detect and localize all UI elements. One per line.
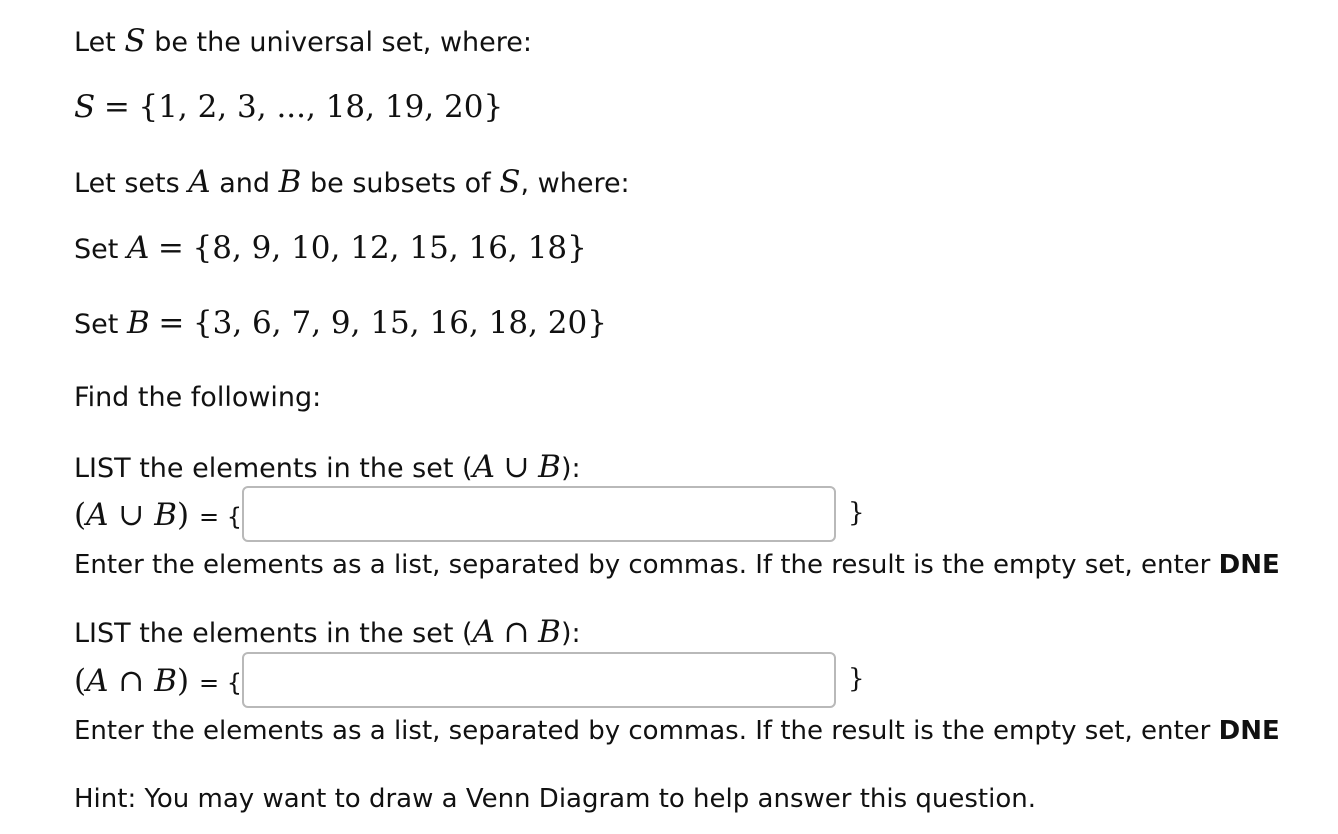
equals-open-brace: = { xyxy=(198,503,242,531)
close-brace: } xyxy=(848,498,865,528)
set-b-definition xyxy=(74,306,607,342)
set-a-definition xyxy=(74,231,587,267)
dne-keyword: DNE xyxy=(1218,550,1280,580)
paren: ( xyxy=(74,497,87,533)
var-s: S xyxy=(499,164,521,200)
var-b: B xyxy=(538,449,561,485)
var-a: A xyxy=(126,230,150,266)
q1-lhs xyxy=(74,496,242,536)
universal-set-elements: {1, 2, 3, ..., 18, 19, 20} xyxy=(138,89,504,125)
intro-text: , where: xyxy=(520,168,630,199)
intersection-answer-input[interactable] xyxy=(242,652,836,708)
help-text: Enter the elements as a list, separated by commas. If the result is the empty set, enter xyxy=(74,716,1219,746)
intersection-symbol: ∩ xyxy=(503,614,530,650)
intro-text: be subsets of xyxy=(310,168,491,199)
find-label: Find the following: xyxy=(74,382,322,413)
set-b-elements: {3, 6, 7, 9, 15, 16, 18, 20} xyxy=(192,305,607,341)
intro-text: and xyxy=(219,168,271,199)
close-brace: } xyxy=(848,664,865,694)
paren: ): xyxy=(560,618,581,649)
var-b: B xyxy=(278,164,302,200)
paren: ): xyxy=(560,453,581,484)
var-s: S xyxy=(124,23,146,59)
var-b: B xyxy=(126,305,150,341)
paren: ) xyxy=(176,497,190,533)
intersection-symbol: ∩ xyxy=(118,663,145,699)
paren: ( xyxy=(462,618,473,649)
q2-help-text xyxy=(74,714,1280,748)
equals-sign: = xyxy=(103,89,130,125)
var-a: A xyxy=(472,614,495,650)
equals-sign: = xyxy=(157,230,184,266)
union-answer-input[interactable] xyxy=(242,486,836,542)
q1-prompt xyxy=(74,450,581,486)
var-b: B xyxy=(154,663,177,699)
var-a: A xyxy=(188,164,211,200)
equals-open-brace: = { xyxy=(198,669,242,697)
paren: ( xyxy=(462,453,473,484)
set-label: Set xyxy=(74,309,119,340)
paren: ) xyxy=(176,663,190,699)
equals-sign: = xyxy=(158,305,185,341)
var-s: S xyxy=(74,89,96,125)
paren: ( xyxy=(74,663,87,699)
prompt-text: LIST the elements in the set xyxy=(74,618,454,649)
union-symbol: ∪ xyxy=(503,449,530,485)
subsets-intro xyxy=(74,165,630,201)
hint-text: Hint: You may want to draw a Venn Diagram to help answer this question. xyxy=(74,784,1036,814)
set-label: Set xyxy=(74,234,119,265)
var-a: A xyxy=(86,663,109,699)
universal-set-definition xyxy=(74,90,503,126)
var-a: A xyxy=(472,449,495,485)
q2-answer-row xyxy=(74,652,874,710)
dne-keyword: DNE xyxy=(1218,716,1280,746)
set-a-elements: {8, 9, 10, 12, 15, 16, 18} xyxy=(192,230,587,266)
q1-answer-row xyxy=(74,486,874,544)
intro-text: be the universal set, where: xyxy=(154,27,532,58)
prompt-text: LIST the elements in the set xyxy=(74,453,454,484)
intro-text: Let sets xyxy=(74,168,180,199)
var-b: B xyxy=(154,497,177,533)
union-symbol: ∪ xyxy=(118,497,145,533)
help-text: Enter the elements as a list, separated by commas. If the result is the empty set, enter xyxy=(74,550,1219,580)
universal-set-intro xyxy=(74,24,532,60)
q1-help-text xyxy=(74,548,1280,582)
var-b: B xyxy=(538,614,561,650)
intro-text: Let xyxy=(74,27,116,58)
q2-lhs xyxy=(74,662,242,702)
q2-prompt xyxy=(74,615,581,651)
var-a: A xyxy=(86,497,109,533)
